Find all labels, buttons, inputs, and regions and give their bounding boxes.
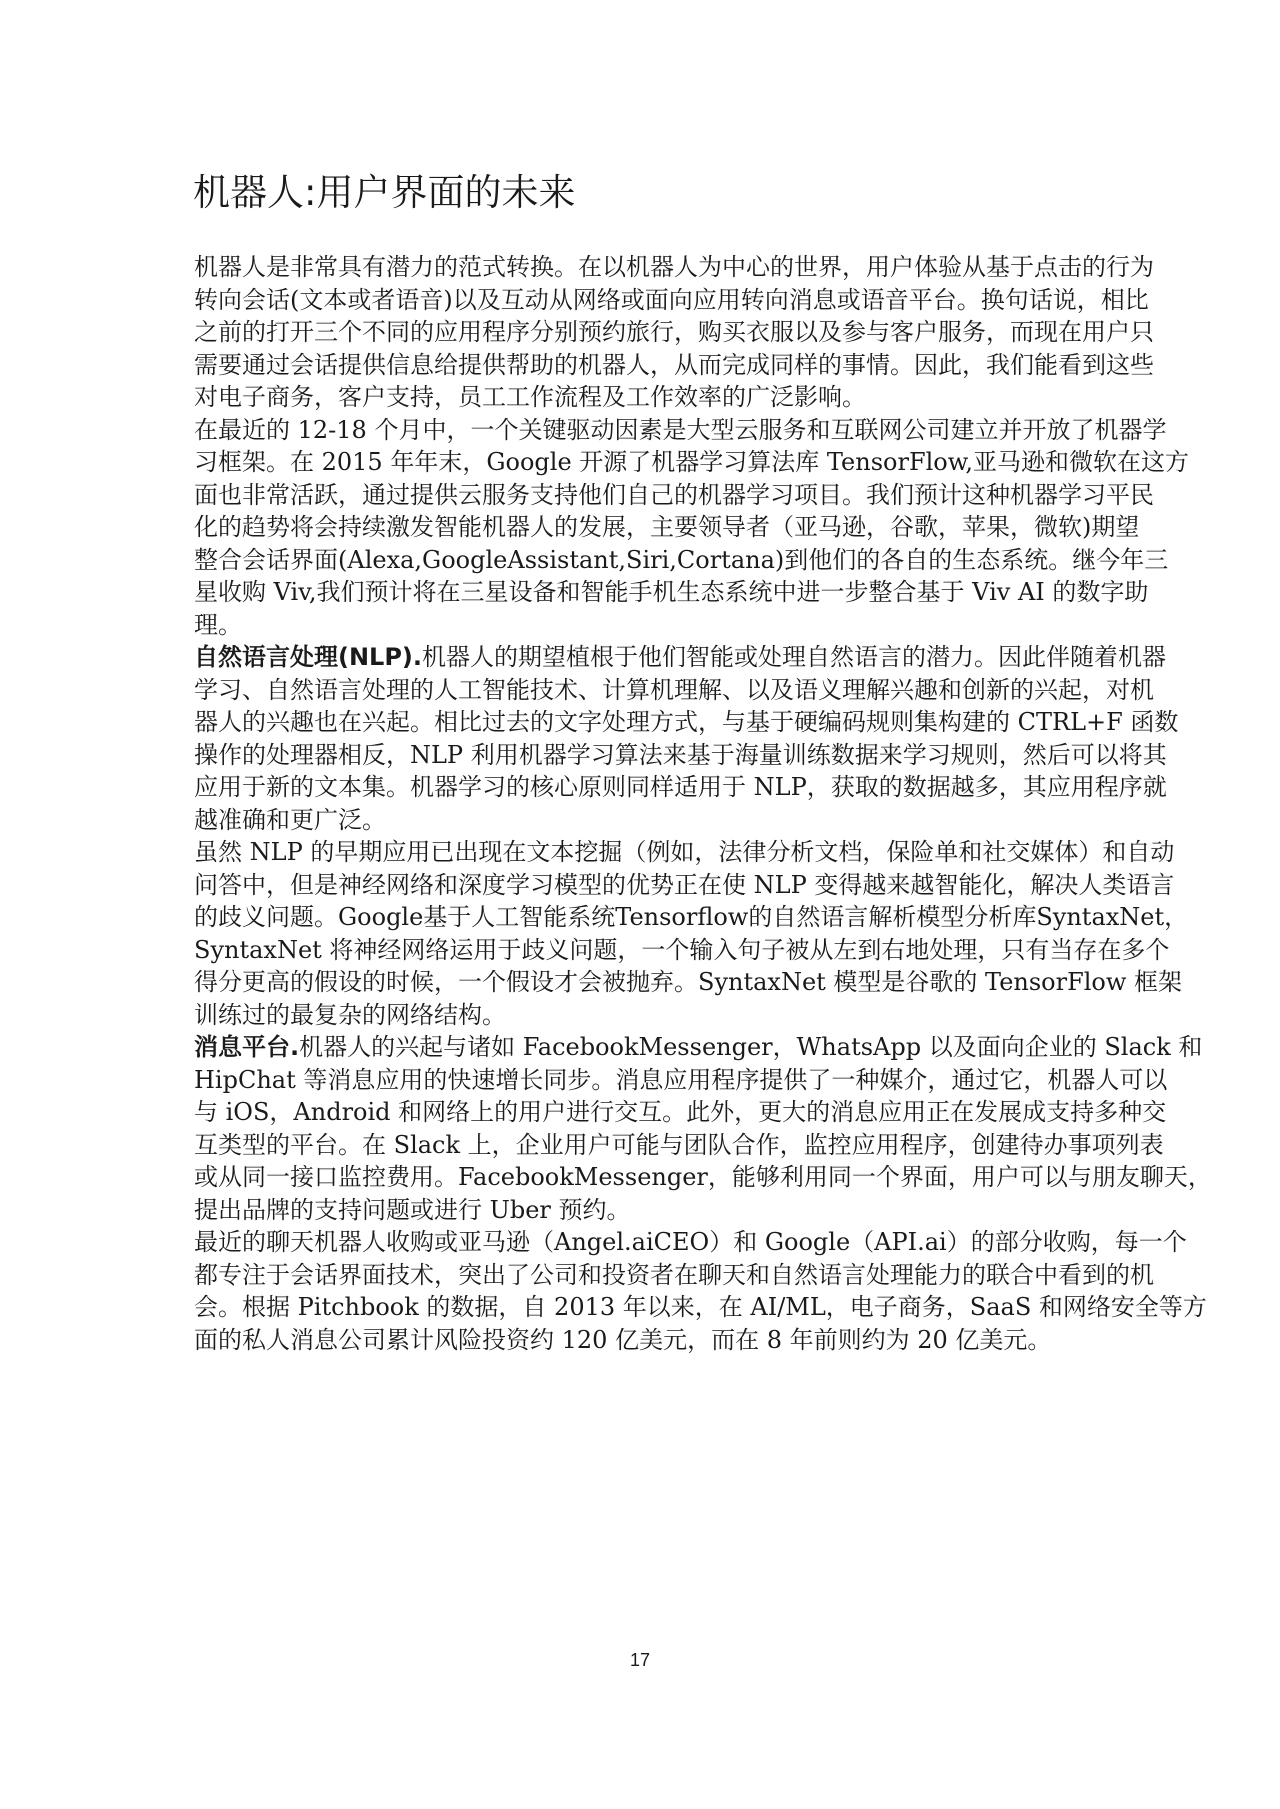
text-line (194, 349, 1154, 382)
line-text: 习框架。在 2015 年年末，Google 开源了机器学习算法库 TensorFlow,亚马逊和微软在这方 (194, 448, 1190, 476)
text-line (194, 1324, 1096, 1357)
line-text: 理。 (194, 610, 242, 639)
line-text: 会。根据 Pitchbook 的数据，自 2013 年以来，在 AI/ML，电子商务，SaaS 和网络安全等方 (194, 1293, 1207, 1321)
text-line (194, 674, 1154, 707)
text-line (194, 251, 1154, 284)
document-body (194, 251, 1212, 1356)
paragraph (194, 1226, 1207, 1356)
text-line (194, 771, 1167, 804)
paragraph-lead: 消息平台. (194, 1033, 300, 1061)
text-line (194, 576, 1149, 609)
line-text: 训练过的最复杂的网络结构。 (194, 1000, 506, 1029)
line-text: 学习、自然语言处理的人工智能技术、计算机理解、以及语义理解兴趣和创新的兴起，对机 (194, 675, 1154, 704)
line-text: 操作的处理器相反，NLP 利用机器学习算法来基于海量训练数据来学习规则，然后可以将其 (194, 740, 1167, 769)
text-line (194, 901, 1189, 934)
line-text: SyntaxNet 将神经网络运用于歧义问题，一个输入句子被从左到右地处理，只有当存在多个 (194, 935, 1170, 964)
paragraph (194, 1031, 1212, 1226)
text-line (194, 739, 1167, 772)
line-text: 化的趋势将会持续激发智能机器人的发展，主要领导者（亚马逊，谷歌，苹果，微软)期望 (194, 513, 1140, 541)
page-number: 17 (629, 1650, 651, 1670)
text-line (194, 381, 1096, 414)
line-text: 都专注于会话界面技术，突出了公司和投资者在聊天和自然语言处理能力的联合中看到的机 (194, 1260, 1154, 1289)
text-line (194, 1096, 1167, 1129)
paragraph-lead: 自然语言处理(NLP). (194, 643, 423, 671)
text-line (194, 1161, 1212, 1194)
text-line (194, 869, 1175, 902)
line-text: 机器人是非常具有潜力的范式转换。在以机器人为中心的世界，用户体验从基于点击的行为 (194, 253, 1154, 281)
line-text: 与 iOS，Android 和网络上的用户进行交互。此外，更大的消息应用正在发展成支持多种交 (194, 1098, 1167, 1126)
line-text: 问答中，但是神经网络和深度学习模型的优势正在使 NLP 变得越来越智能化，解决人类语言 (194, 870, 1175, 899)
line-text: 提出品牌的支持问题或进行 Uber 预约。 (194, 1195, 631, 1224)
line-text: 互类型的平台。在 Slack 上，企业用户可能与团队合作，监控应用程序，创建待办事项列表 (194, 1130, 1164, 1159)
text-line (194, 1226, 1187, 1259)
text-line (194, 1291, 1207, 1324)
line-text: 转向会话(文本或者语音)以及互动从网络或面向应用转向消息或语音平台。换句话说，相比 (194, 285, 1149, 314)
text-line (194, 511, 1140, 544)
text-line (194, 1259, 1154, 1292)
line-text: 面也非常活跃，通过提供云服务支持他们自己的机器学习项目。我们预计这种机器学习平民 (194, 480, 1154, 509)
text-line (194, 1064, 1168, 1097)
line-text: 虽然 NLP 的早期应用已出现在文本挖掘（例如，法律分析文档，保险单和社交媒体）和自动 (194, 838, 1175, 866)
text-line (194, 609, 1096, 642)
text-line (194, 1031, 1203, 1064)
line-text: 最近的聊天机器人收购或亚马逊（Angel.aiCEO）和 Google（API.ai）的部分收购，每一个 (194, 1228, 1187, 1256)
paragraph (194, 251, 1154, 414)
text-line (194, 706, 1179, 739)
text-line (194, 804, 1096, 837)
line-text: 整合会话界面(Alexa,GoogleAssistant,Siri,Cortana)到他们的各自的生态系统。继今年三 (194, 545, 1169, 574)
line-text: 机器人的期望植根于他们智能或处理自然语言的潜力。因此伴随着机器 (422, 643, 1167, 671)
line-text: 之前的打开三个不同的应用程序分别预约旅行，购买衣服以及参与客户服务，而现在用户只 (194, 318, 1154, 346)
line-text: 或从同一接口监控费用。FacebookMessenger，能够利用同一个界面，用户可以与朋友聊天， (194, 1163, 1212, 1191)
text-line (194, 446, 1190, 479)
text-line (194, 1194, 1096, 1227)
paragraph (194, 836, 1189, 1031)
text-line (194, 836, 1175, 869)
line-text: 得分更高的假设的时候，一个假设才会被抛弃。SyntaxNet 模型是谷歌的 TensorFlow 框架 (194, 968, 1183, 996)
line-text: 对电子商务，客户支持，员工工作流程及工作效率的广泛影响。 (194, 383, 866, 411)
text-line (194, 316, 1154, 349)
paragraph (194, 414, 1190, 642)
text-line (194, 414, 1167, 447)
line-text: 星收购 Viv,我们预计将在三星设备和智能手机生态系统中进一步整合基于 Viv AI 的数字助 (194, 578, 1149, 606)
line-text: 器人的兴趣也在兴起。相比过去的文字处理方式，与基于硬编码规则集构建的 CTRL+F 函数 (194, 708, 1179, 736)
text-line (194, 1129, 1164, 1162)
line-text: 在最近的 12-18 个月中，一个关键驱动因素是大型云服务和互联网公司建立并开放了机器学 (194, 415, 1167, 444)
line-text: 面的私人消息公司累计风险投资约 120 亿美元，而在 8 年前则约为 20 亿美元。 (194, 1325, 1052, 1354)
line-text: 越准确和更广泛。 (194, 805, 386, 834)
line-text: 机器人的兴起与诸如 FacebookMessenger，WhatsApp 以及面向企业的 Slack 和 (299, 1033, 1203, 1061)
page-title: 机器人:用户界面的未来 (193, 171, 576, 214)
line-text: 的歧义问题。Google基于人工智能系统Tensorflow的自然语言解析模型分析库SyntaxNet， (194, 903, 1189, 931)
text-line (194, 934, 1170, 967)
text-line (194, 999, 1096, 1032)
text-line (194, 641, 1167, 674)
text-line (194, 479, 1154, 512)
paragraph (194, 641, 1179, 836)
text-line (194, 284, 1149, 317)
text-line (194, 966, 1183, 999)
line-text: 需要通过会话提供信息给提供帮助的机器人，从而完成同样的事情。因此，我们能看到这些 (194, 350, 1154, 379)
line-text: 应用于新的文本集。机器学习的核心原则同样适用于 NLP，获取的数据越多，其应用程序就 (194, 773, 1167, 801)
line-text: HipChat 等消息应用的快速增长同步。消息应用程序提供了一种媒介，通过它，机器人可以 (194, 1065, 1168, 1094)
text-line (194, 544, 1169, 577)
